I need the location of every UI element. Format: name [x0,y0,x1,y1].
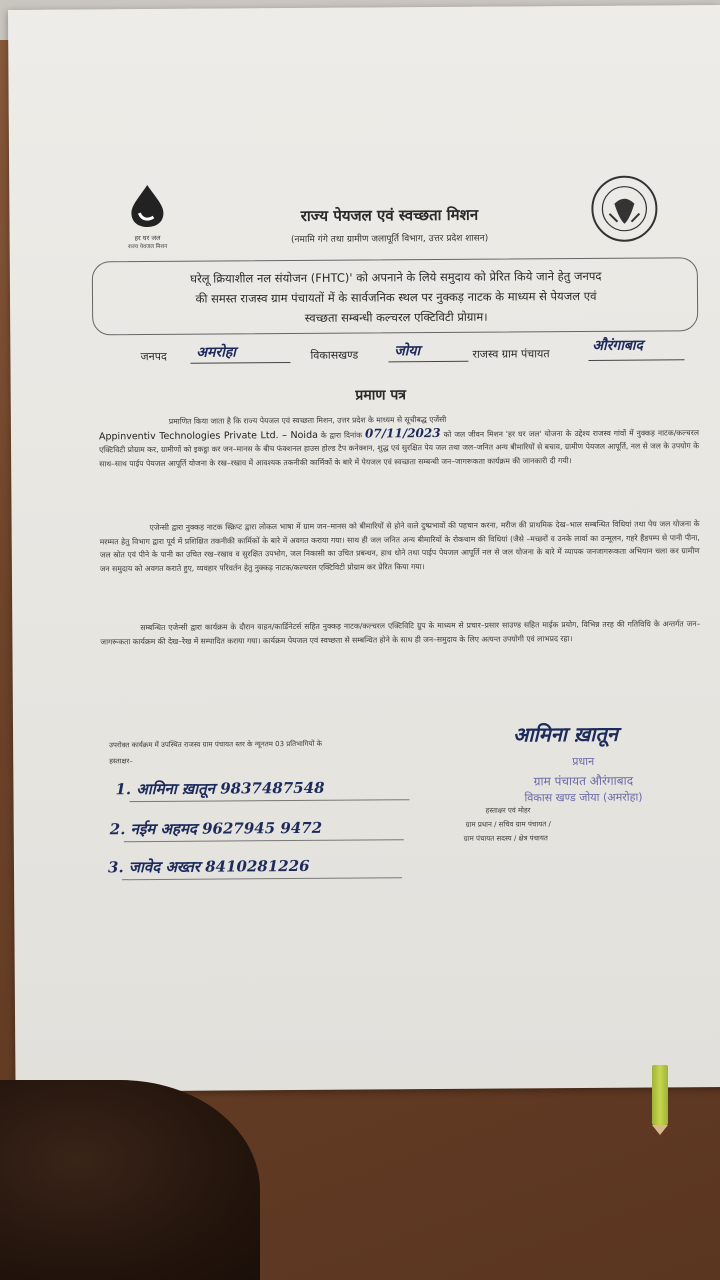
district-value: अमरोहा [196,344,236,361]
district-label: जनपद [140,349,167,364]
panchayat-line [588,359,684,361]
signatory-role-2: ग्राम पंचायत सदस्य / क्षेत्र पंचायत [463,834,548,843]
mission-title: राज्य पेयजल एवं स्वच्छता मिशन [300,205,479,225]
block-label: विकासखण्ड [310,348,359,362]
stamp-line-1: प्रधान [572,754,595,769]
banner-line-3: स्वच्छता सम्बन्धी कल्चरल एक्टिविटी प्रोग्राम। [304,309,488,325]
signatory-role-1: ग्राम प्रधान / सचिव ग्राम पंचायत / [465,820,551,829]
stamp-line-2: ग्राम पंचायत औरंगाबाद [533,773,634,789]
water-drop-icon [117,183,177,229]
pencil-tip [652,1125,668,1135]
paragraph-2: एजेन्सी द्वारा नुक्कड़ नाटक स्क्रिप्ट द्वारा लोकल भाषा में ग्राम जन–मानस को बीमारियों से होने वाले दुष्प्रभावों की पहचान करना, मरीज की प्राथमिक देख–भाल सम्बन्धित विधियां तथा पेय जल योजना के मरम्मत हेतु विभाग द्वारा पूर्व में प्रशिक्षित तकनीकी कार्मिकों के बारे में अवगत कराया गया। साथ ही जल जनित अन्य बीमारियों के रोकथाम की विधियां (जैसे –मच्छरों व उनके लार्वा का उन्मूलन, गहरे हैंडपम्प से पानी पीना, जल स्रोत एवं पीने के पानी का उचित रख–रखाव व सुरक्षित उपभोग, जल निकासी का उचित प्रबन्धन, हाथ धोने तथा पाईप पेयजल आपूर्ति नल से जल योजना के बारे में व्यापक जनजागरूकता अभियान चला कर ग्रामीण जन समुदाय को अवगत कराते हुए, व्यवहार परिवर्तन हेतु नुक्कड़ नाटक/कल्चरल एक्टिविटी प्रोग्राम कर प्रेरित किया गया। [99,519,700,573]
pencil [652,1065,668,1125]
certificate-title: प्रमाण पत्र [355,387,407,404]
p1-continue: को जल जीवन मिशन 'हर घर [443,428,526,439]
mission-subtitle: (नमामि गंगे तथा ग्रामीण जलापूर्ति विभाग, उत्तर प्रदेश शासन) [290,233,489,246]
p1-date: 07/11/2023 [364,425,441,441]
participant-2-line [124,839,404,842]
paragraph-3: सम्बन्धित एजेन्सी द्वारा कार्यक्रम के दौरान वाहन/कार्डिनेटर्स सहित नुक्कड़ नाटक/कल्चरल एक्टिविटि ग्रुप के माध्यम से प्रचार–प्रसार साउण्ड सहित माईक प्रयोग, विभिन्न तरह की गतिविधि के अन्तर्गत जन–जागरूकता कार्यक्रम की देख–रेख में सम्पादित कराया गया। कार्यक्रम पेयजल एवं स्वच्छता से सम्बन्धित होने के साथ ही जन–समुदाय के लिए अत्यन्त उपयोगी एवं लाभप्रद रहा। [100,619,701,646]
program-banner-text [106,265,686,329]
logo-left-sub: राज्य पेयजल मिशन [128,243,168,251]
stamp-line-3: विकास खण्ड जोया (अमरोहा) [524,790,643,805]
banner-line-2: की समस्त राजस्व ग्राम पंचायतों में के सार्वजनिक स्थल पर नुक्कड़ नाटक के माध्यम से पेयजल एवं [195,288,597,306]
participant-2: 2. नईम अहमद 9627945 9472 [109,818,323,839]
district-line [190,362,290,364]
panchayat-value: औरंगाबाद [592,337,644,354]
participants-intro: उपरोक्त कार्यक्रम में उपस्थित राजस्व ग्राम पंचायत स्तर के न्यूनतम 03 प्रतिभागियों के [109,739,323,750]
participants-intro-2: हस्ताक्षर– [109,757,133,766]
p1-body: जल' योजना के उद्देश्य राजस्व गांवों में नुक्कड़ नाटक/कल्चरल एक्टिविटी प्रोग्राम कर, ग्रामीणों को इकट्ठा कर जन–मानस के बीच फंक्शनल हाउस होल्ड टैप कनेक्शन, शुद्ध एवं सुरक्षित पेय जल तथा जल–जनित अन्य बीमारियों से बचाव, ग्रामीण पेयजल आपूर्ति, नल से जल के उपयोग के साथ–साथ पाईप पेयजल आपूर्ति योजना के रख–रखाव में आवश्यक तकनीकी कार्मिकों के बारे में पेयजल एवं स्वच्छता सम्बन्धी जन–जागरूकता कार्यक्रम की जानकारी दी गयी। [99,427,700,468]
company-name: Appinventiv Technologies Private Ltd. – Noida [98,429,318,442]
participant-3-line [122,877,402,880]
block-value: जोया [394,343,421,360]
paragraph-1 [99,411,699,470]
pradhan-signature: आमिना ख़ातून [512,721,619,747]
emblem-icon [589,173,659,243]
har-ghar-jal-logo [117,183,177,253]
up-govt-emblem [589,173,659,243]
participant-1: 1. आमिना ख़ातून 9837487548 [115,778,325,799]
panchayat-label: राजस्व ग्राम पंचायत [472,347,550,361]
participant-3: 3. जावेद अख्तर 8410281226 [107,856,310,877]
signature-label: हस्ताक्षर एवं मोहर [485,806,531,815]
participant-1-line [130,799,410,802]
banner-line-1: घरेलू क्रियाशील नल संयोजन (FHTC)' को अपनाने के लिये समुदाय को प्रेरित किये जाने हेतु जनपद [190,268,602,286]
logo-left-text: हर घर जल [134,233,161,243]
block-line [388,361,468,363]
certificate-paper [8,5,720,1092]
p1-date-label: के द्वारा दिनांक [320,430,363,440]
p1-intro: प्रमाणित किया जाता है कि राज्य पेयजल एवं स्वच्छता मिशन, उत्तर प्रदेश के माध्यम से सूचीबद्ध एजेंसी [168,414,447,426]
